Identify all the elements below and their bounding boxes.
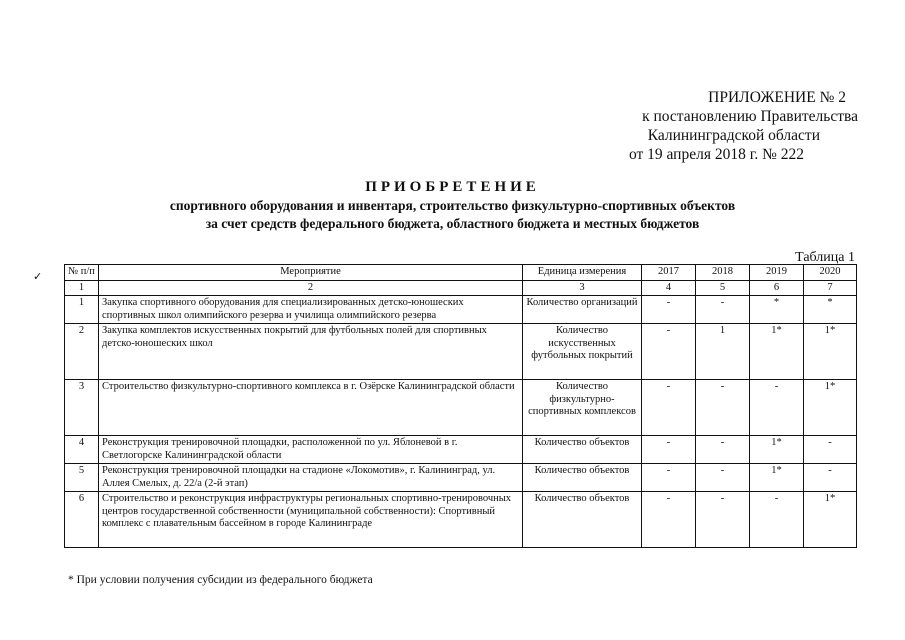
cell-num: 5: [65, 464, 99, 492]
cell-unit: Количество объектов: [523, 492, 642, 548]
cell-2020: *: [804, 296, 857, 324]
cell-2020: -: [804, 464, 857, 492]
cell-2018: -: [696, 296, 750, 324]
events-table: [64, 264, 857, 548]
header-2020: 2020: [804, 265, 857, 281]
cell-num: 4: [65, 436, 99, 464]
cell-unit: Количество объектов: [523, 436, 642, 464]
title-heading: ПРИОБРЕТЕНИЕ: [365, 179, 540, 195]
footnote: * При условии получения субсидии из федерального бюджета: [68, 574, 373, 586]
appendix-header: [560, 88, 860, 164]
cell-unit: Количество объектов: [523, 464, 642, 492]
cell-unit: Количество искусственных футбольных покрытий: [523, 324, 642, 380]
cell-event: Закупка комплектов искусственных покрытий для футбольных полей для спортивных детско-юношеских школ: [99, 324, 523, 380]
cell-event: Реконструкция тренировочной площадки, расположенной по ул. Яблоневой в г. Светлогорске Калининградской области: [99, 436, 523, 464]
header-num: № п/п: [65, 265, 99, 281]
cell-2017: -: [642, 436, 696, 464]
cell-unit: Количество организаций: [523, 296, 642, 324]
cell-2017: -: [642, 464, 696, 492]
cell-2020: 1*: [804, 324, 857, 380]
appendix-number: ПРИЛОЖЕНИЕ № 2: [708, 89, 846, 106]
document-title: [0, 177, 905, 233]
header-2017: 2017: [642, 265, 696, 281]
cell-num: 3: [65, 380, 99, 436]
title-subtitle-2: за счет средств федерального бюджета, областного бюджета и местных бюджетов: [205, 216, 700, 231]
table-row: [65, 436, 857, 464]
margin-mark: ✓: [33, 271, 43, 283]
cell-2017: -: [642, 380, 696, 436]
cell-num: 6: [65, 492, 99, 548]
col-number: 2: [99, 280, 523, 296]
table-row: [65, 324, 857, 380]
appendix-region: Калининградской области: [647, 127, 820, 144]
table-row: [65, 296, 857, 324]
col-number: 6: [750, 280, 804, 296]
table-row: [65, 380, 857, 436]
cell-event: Закупка спортивного оборудования для специализированных детско-юношеских спортивных школ олимпийского резерва и училища олимпийского резерва: [99, 296, 523, 324]
header-2018: 2018: [696, 265, 750, 281]
cell-2020: 1*: [804, 492, 857, 548]
appendix-decree: к постановлению Правительства: [642, 108, 858, 125]
cell-event: Строительство и реконструкция инфраструктуры региональных спортивно-тренировочных центров государственной собственности (муниципальной собственности): Спортивный комплекс с плавательным бассейном в городе Калининграде: [99, 492, 523, 548]
cell-2018: -: [696, 380, 750, 436]
cell-unit: Количество физкультурно-спортивных комплексов: [523, 380, 642, 436]
cell-2020: -: [804, 436, 857, 464]
column-number-row: [65, 280, 857, 296]
cell-2019: *: [750, 296, 804, 324]
col-number: 1: [65, 280, 99, 296]
cell-num: 1: [65, 296, 99, 324]
cell-2018: -: [696, 464, 750, 492]
table-label: Таблица 1: [795, 250, 855, 265]
col-number: 7: [804, 280, 857, 296]
cell-num: 2: [65, 324, 99, 380]
cell-2018: -: [696, 492, 750, 548]
cell-2018: 1: [696, 324, 750, 380]
col-number: 3: [523, 280, 642, 296]
header-unit: Единица измерения: [523, 265, 642, 281]
header-event: Мероприятие: [99, 265, 523, 281]
cell-event: Строительство физкультурно-спортивного комплекса в г. Озёрске Калининградской области: [99, 380, 523, 436]
col-number: 4: [642, 280, 696, 296]
cell-2019: 1*: [750, 464, 804, 492]
cell-2019: 1*: [750, 436, 804, 464]
header-2019: 2019: [750, 265, 804, 281]
cell-2019: 1*: [750, 324, 804, 380]
cell-event: Реконструкция тренировочной площадки на стадионе «Локомотив», г. Калининград, ул. Аллея Смелых, д. 22/а (2-й этап): [99, 464, 523, 492]
col-number: 5: [696, 280, 750, 296]
table-header-row: [65, 265, 857, 281]
cell-2017: -: [642, 492, 696, 548]
cell-2018: -: [696, 436, 750, 464]
cell-2017: -: [642, 296, 696, 324]
table-row: [65, 492, 857, 548]
cell-2017: -: [642, 324, 696, 380]
title-subtitle-1: спортивного оборудования и инвентаря, строительство физкультурно-спортивных объектов: [169, 198, 736, 213]
cell-2020: 1*: [804, 380, 857, 436]
appendix-date: от 19 апреля 2018 г. № 222: [628, 146, 804, 163]
cell-2019: -: [750, 380, 804, 436]
table-row: [65, 464, 857, 492]
cell-2019: -: [750, 492, 804, 548]
